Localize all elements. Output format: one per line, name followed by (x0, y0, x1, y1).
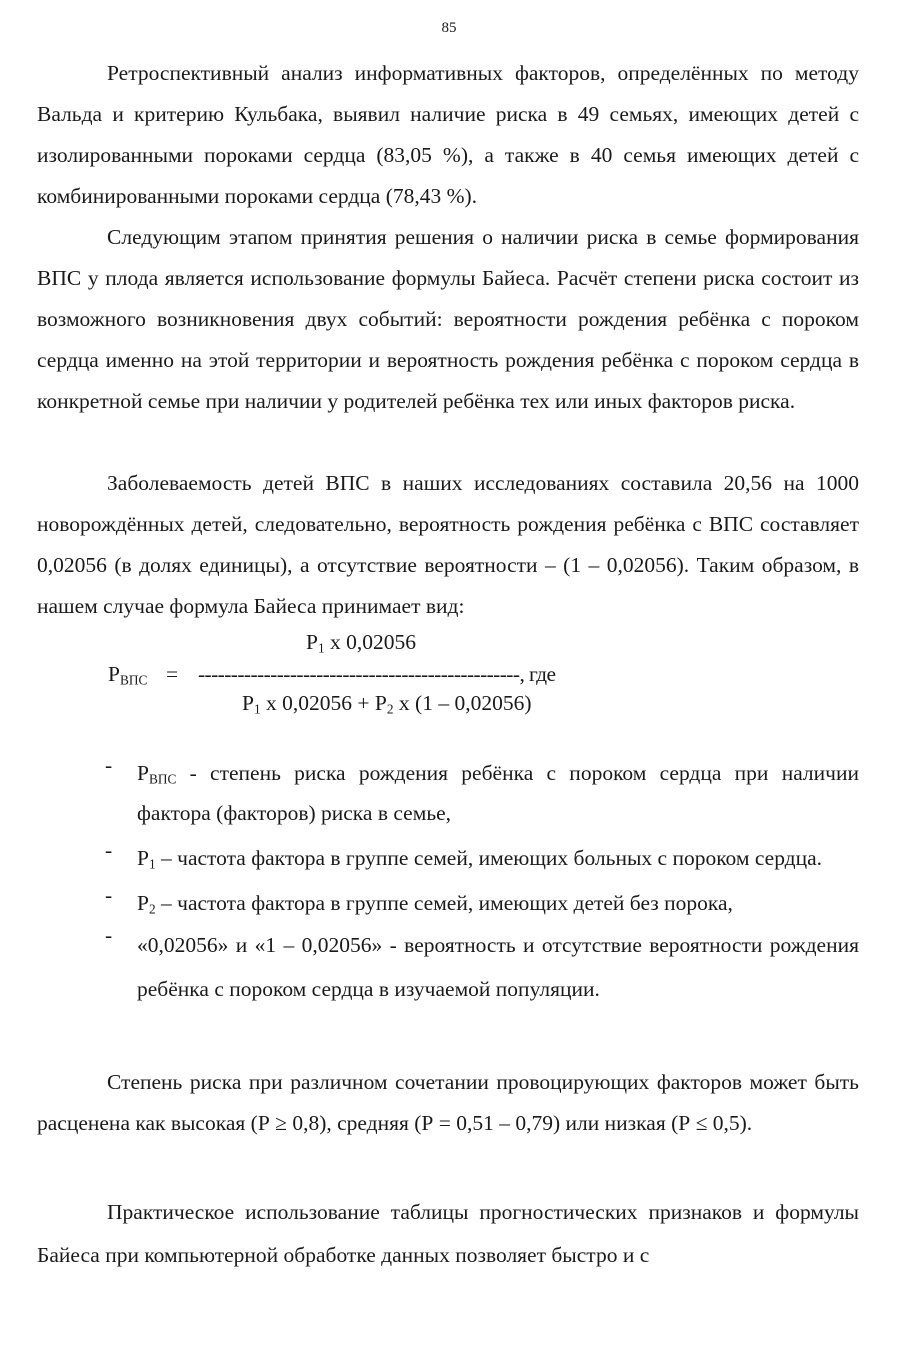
list-dash: - (105, 883, 113, 907)
page-number: 85 (441, 20, 457, 36)
paragraph-incidence: Заболеваемость детей ВПС в наших исследованиях составила 20,56 на 1000 новорождённых детей, следовательно, вероятность рождения ребёнка с ВПС составляет 0,02056 (в долях единицы), а отсутствие вероятности – (1 – 0,02056). Таким образом, в нашем случае формула Байеса принимает вид: (37, 471, 859, 618)
paragraph-practical-use: Практическое использование таблицы прогностических признаков и формулы Байеса при компьютерной обработке данных позволяет быстро и с (37, 1200, 859, 1267)
list-item (37, 838, 859, 878)
list-item-text: «0,02056» и «1 – 0,02056» - вероятность и отсутствие вероятности рождения ребёнка с пороком сердца в изучаемой популяции. (137, 933, 859, 1001)
formula-equals: = (166, 662, 179, 686)
list-item-text: $Р_1$ – частота фактора в группе семей, имеющих больных с пороком сердца. (137, 846, 823, 872)
formula-denominator: $Р_1$ х $0,02056 + Р_2$ х (1 – 0,02056) (242, 691, 532, 717)
list-item-text: $Р_2$ – частота фактора в группе семей, имеющих детей без порока, (137, 891, 733, 917)
paragraph-bayes-intro: Следующим этапом принятия решения о наличии риска в семье формирования ВПС у плода является использование формулы Байеса. Расчёт степени риска состоит из возможного возникновения двух событий: вероятности рождения ребёнка с пороком сердца именно на этой территории и вероятность рождения ребёнка с пороком сердца в конкретной семье при наличии у родителей ребёнка тех или иных факторов риска. (37, 225, 859, 413)
list-item (37, 753, 859, 833)
paragraph-risk-levels: Степень риска при различном сочетании провоцирующих факторов может быть расценена как высокая (Р ≥ 0,8), средняя (Р = 0,51 – 0,79) или низкая (Р ≤ 0,5). (37, 1070, 859, 1135)
definitions-list (37, 753, 859, 1011)
paragraph-retrospective-analysis: Ретроспективный анализ информативных факторов, определённых по методу Вальда и критерию Кульбака, выявил наличие риска в 49 семьях, имеющих детей с изолированными пороками сердца (83,05 %), а также в 40 семья имеющих детей с комбинированными пороками сердца (78,43 %). (37, 61, 859, 208)
bayes-formula (0, 628, 898, 748)
formula-lhs: $Р_{ВПС}$ (108, 662, 148, 688)
list-item-text: $Р_{ВПС}$ - степень риска рождения ребёнка с пороком сердца при наличии фактора (факторов) риска в семье, (137, 761, 859, 825)
list-item (37, 923, 859, 1011)
list-dash: - (105, 838, 113, 862)
formula-fraction-line: -------------------------------------------------, где (198, 662, 556, 686)
list-item (37, 883, 859, 923)
formula-numerator: $Р_1$ х 0,02056 (306, 630, 417, 656)
list-dash: - (105, 753, 113, 777)
list-dash: - (105, 923, 113, 947)
